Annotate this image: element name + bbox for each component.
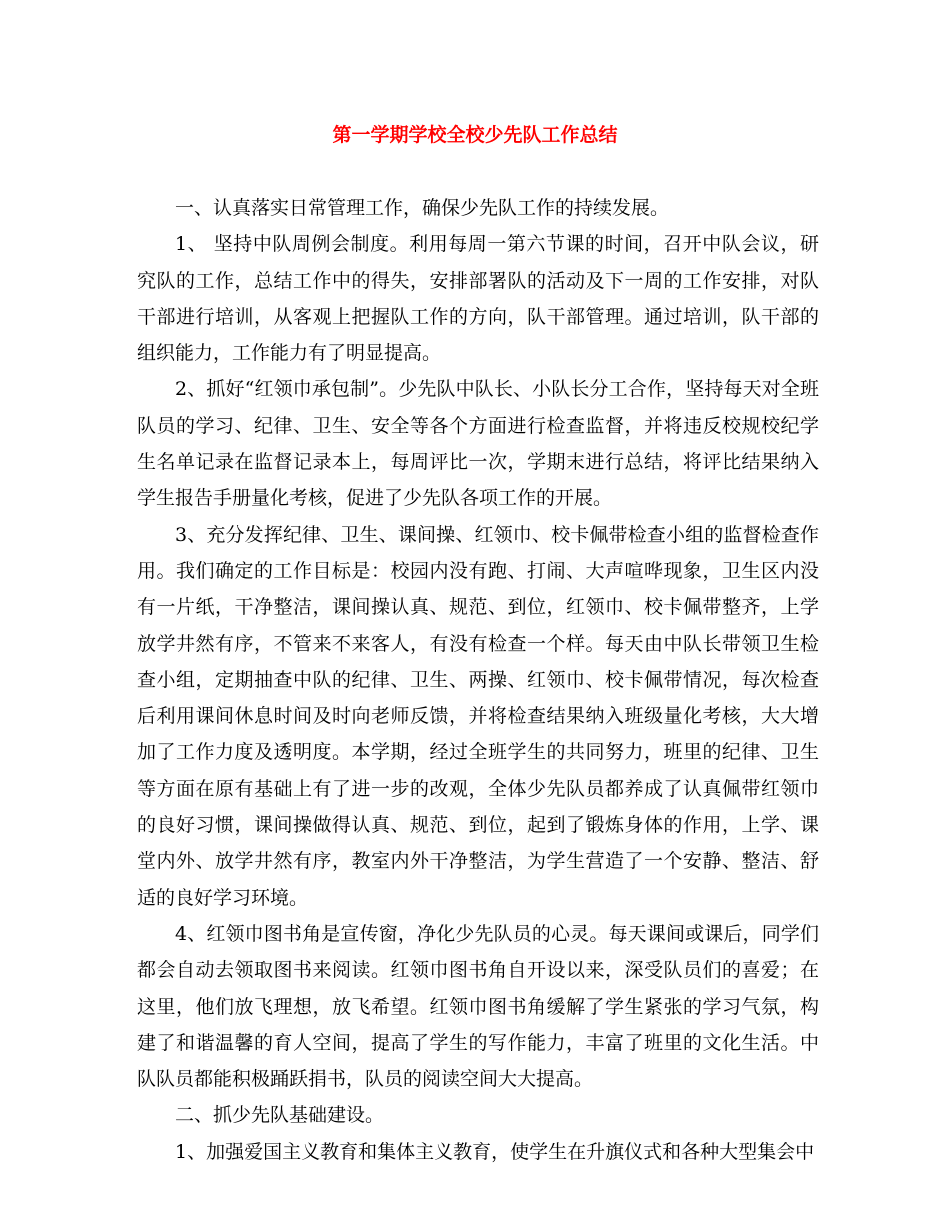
paragraph-item-3: 3、充分发挥纪律、卫生、课间操、红领巾、校卡佩带检查小组的监督检查作用。我们确定的工作目标是：校园内没有跑、打闹、大声喧哗现象，卫生区内没有一片纸，干净整洁，课间操认真、规范、到位，红领巾、校卡佩带整齐，上学放学井然有序，不管来不来客人，有没有检查一个样。每天由中队长带领卫生检查小组，定期抽查中队的纪律、卫生、两操、红领巾、校卡佩带情况，每次检查后利用课间休息时间及时向老师反馈，并将检查结果纳入班级量化考核，大大增加了工作力度及透明度。本学期，经过全班学生的共同努力，班里的纪律、卫生等方面在原有基础上有了进一步的改观，全体少先队员都养成了认真佩带红领巾的良好习惯，课间操做得认真、规范、到位，起到了锻炼身体的作用，上学、课堂内外、放学井然有序，教室内外干净整洁，为学生营造了一个安静、整洁、舒适的良好学习环境。 <box>137 523 819 909</box>
paragraph-item-4: 4、红领巾图书角是宣传窗，净化少先队员的心灵。每天课间或课后，同学们都会自动去领取图书来阅读。红领巾图书角自开设以来，深受队员们的喜爱；在这里，他们放飞理想，放飞希望。红领巾图书角缓解了学生紧张的学习气氛，构建了和谐温馨的育人空间，提高了学生的写作能力，丰富了班里的文化生活。中队队员都能积极踊跃捐书，队员的阅读空间大大提高。 <box>137 922 819 1091</box>
paragraph-section-2-heading: 二、抓少先队基础建设。 <box>175 1104 385 1127</box>
paragraph-section-2-item-1: 1、加强爱国主义教育和集体主义教育，使学生在升旗仪式和各种大型集会中 <box>175 1140 815 1163</box>
paragraph-section-1-heading: 一、认真落实日常管理工作，确保少先队工作的持续发展。 <box>175 197 670 219</box>
paragraph-item-2: 2、抓好“红领巾承包制”。少先队中队长、小队长分工合作，坚持每天对全班队员的学习、纪律、卫生、安全等各个方面进行检查监督，并将违反校规校纪学生名单记录在监督记录本上，每周评比一次，学期末进行总结，将评比结果纳入学生报告手册量化考核，促进了少先队各项工作的开展。 <box>137 378 819 510</box>
document-body <box>137 190 819 1170</box>
paragraph-item-1: 1、 坚持中队周例会制度。利用每周一第六节课的时间，召开中队会议，研究队的工作，总结工作中的得失，安排部署队的活动及下一周的工作安排，对队干部进行培训，从客观上把握队工作的方向，队干部管理。通过培训，队干部的组织能力，工作能力有了明显提高。 <box>137 233 819 365</box>
document-title: 第一学期学校全校少先队工作总结 <box>332 124 618 146</box>
